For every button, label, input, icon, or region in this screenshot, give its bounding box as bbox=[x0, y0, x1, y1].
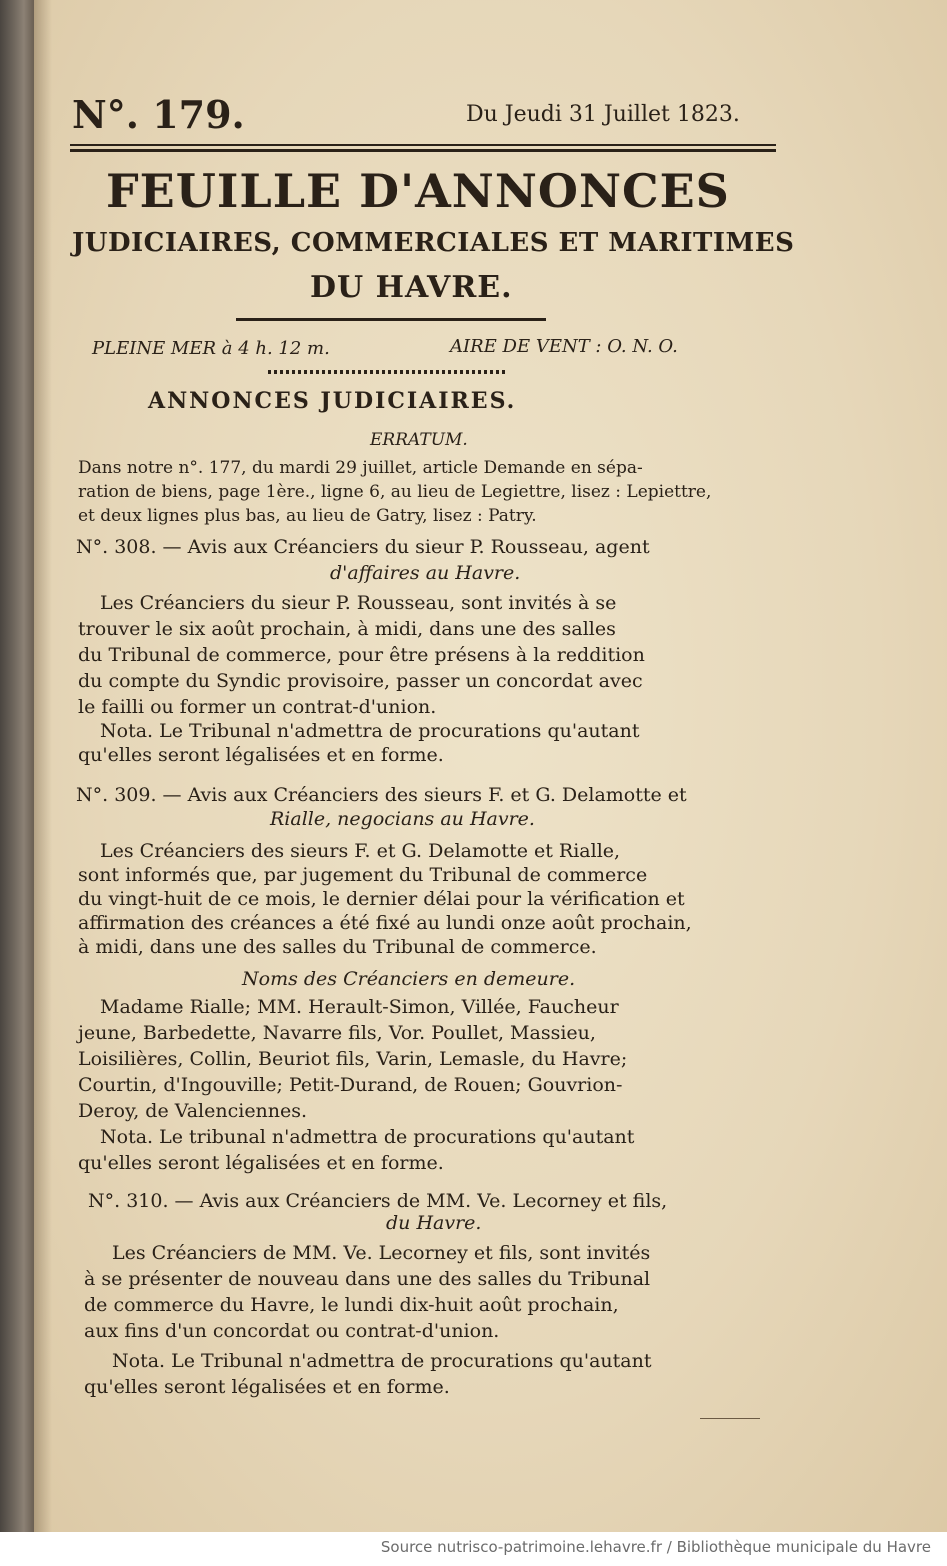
wind-info: AIRE DE VENT : O. N. O. bbox=[450, 336, 678, 357]
erratum-line: Dans notre n°. 177, du mardi 29 juillet, article Demande en sépa- bbox=[78, 458, 643, 478]
notice-nota: Nota. Le Tribunal n'admettra de procurations qu'autant bbox=[112, 1350, 652, 1372]
notice-body-line: du vingt-huit de ce mois, le dernier délai pour la vérification et bbox=[78, 888, 685, 910]
notice-nota: Nota. Le Tribunal n'admettra de procurations qu'autant bbox=[100, 720, 640, 742]
issue-date: Du Jeudi 31 Juillet 1823. bbox=[466, 102, 740, 127]
notice-body-line: aux fins d'un concordat ou contrat-d'union. bbox=[84, 1320, 500, 1342]
notice-body-line: Les Créanciers du sieur P. Rousseau, sont invités à se bbox=[100, 592, 617, 614]
gutter-shadow bbox=[34, 0, 52, 1532]
notice-body-line: Les Créanciers de MM. Ve. Lecorney et fils, sont invités bbox=[112, 1242, 651, 1264]
notice-nota: qu'elles seront légalisées et en forme. bbox=[84, 1376, 450, 1398]
notice-heading: Rialle, negocians au Havre. bbox=[270, 808, 535, 830]
notice-heading: N°. 308. — Avis aux Créanciers du sieur P. Rousseau, agent bbox=[76, 536, 650, 558]
masthead-subtitle: JUDICIAIRES, COMMERCIALES ET MARITIMES bbox=[72, 228, 795, 258]
header-rule-thick bbox=[70, 149, 776, 152]
notice-heading: N°. 309. — Avis aux Créanciers des sieurs F. et G. Delamotte et bbox=[76, 784, 687, 806]
masthead-title: FEUILLE D'ANNONCES bbox=[106, 164, 730, 218]
notice-body-line: sont informés que, par jugement du Tribunal de commerce bbox=[78, 864, 648, 886]
erratum-line: et deux lignes plus bas, au lieu de Gatry, lisez : Patry. bbox=[78, 506, 537, 526]
issue-number: N°. 179. bbox=[72, 92, 245, 137]
creditor-names-line: Deroy, de Valenciennes. bbox=[78, 1100, 308, 1122]
header-rule-thin bbox=[70, 144, 776, 146]
erratum-title: ERRATUM. bbox=[370, 430, 468, 450]
notice-body-line: Les Créanciers des sieurs F. et G. Delamotte et Rialle, bbox=[100, 840, 621, 862]
wavy-divider bbox=[268, 370, 508, 374]
creditor-names-line: jeune, Barbedette, Navarre fils, Vor. Poullet, Massieu, bbox=[78, 1022, 596, 1044]
creditor-names-line: Madame Rialle; MM. Herault-Simon, Villée, Faucheur bbox=[100, 996, 619, 1018]
tide-info: PLEINE MER à 4 h. 12 m. bbox=[92, 338, 330, 359]
notice-heading: du Havre. bbox=[386, 1212, 482, 1234]
erratum-line: ration de biens, page 1ère., ligne 6, au lieu de Legiettre, lisez : Lepiettre, bbox=[78, 482, 712, 502]
creditor-names-line: Courtin, d'Ingouville; Petit-Durand, de Rouen; Gouvrion- bbox=[78, 1074, 623, 1096]
notice-body-line: du compte du Syndic provisoire, passer un concordat avec bbox=[78, 670, 643, 692]
masthead-rule bbox=[236, 318, 546, 321]
notice-heading: N°. 310. — Avis aux Créanciers de MM. Ve. Lecorney et fils, bbox=[88, 1190, 668, 1212]
notice-body-line: à midi, dans une des salles du Tribunal de commerce. bbox=[78, 936, 597, 958]
notice-body-line: de commerce du Havre, le lundi dix-huit août prochain, bbox=[84, 1294, 619, 1316]
notice-body-line: à se présenter de nouveau dans une des salles du Tribunal bbox=[84, 1268, 651, 1290]
book-binding bbox=[0, 0, 34, 1532]
page-end-mark bbox=[700, 1418, 760, 1419]
source-credit: Source nutrisco-patrimoine.lehavre.fr / Bibliothèque municipale du Havre bbox=[380, 1538, 931, 1556]
notice-nota: Nota. Le tribunal n'admettra de procurations qu'autant bbox=[100, 1126, 635, 1148]
notice-body-line: affirmation des créances a été fixé au lundi onze août prochain, bbox=[78, 912, 692, 934]
section-title: ANNONCES JUDICIAIRES. bbox=[148, 388, 517, 414]
masthead-city: DU HAVRE. bbox=[310, 270, 513, 305]
creditors-subheading: Noms des Créanciers en demeure. bbox=[242, 968, 576, 990]
notice-nota: qu'elles seront légalisées et en forme. bbox=[78, 744, 444, 766]
creditor-names-line: Loisilières, Collin, Beuriot fils, Varin, Lemasle, du Havre; bbox=[78, 1048, 628, 1070]
notice-nota: qu'elles seront légalisées et en forme. bbox=[78, 1152, 444, 1174]
notice-heading: d'affaires au Havre. bbox=[330, 562, 521, 584]
notice-body-line: trouver le six août prochain, à midi, dans une des salles bbox=[78, 618, 616, 640]
notice-body-line: le failli ou former un contrat-d'union. bbox=[78, 696, 437, 718]
notice-body-line: du Tribunal de commerce, pour être présens à la reddition bbox=[78, 644, 645, 666]
